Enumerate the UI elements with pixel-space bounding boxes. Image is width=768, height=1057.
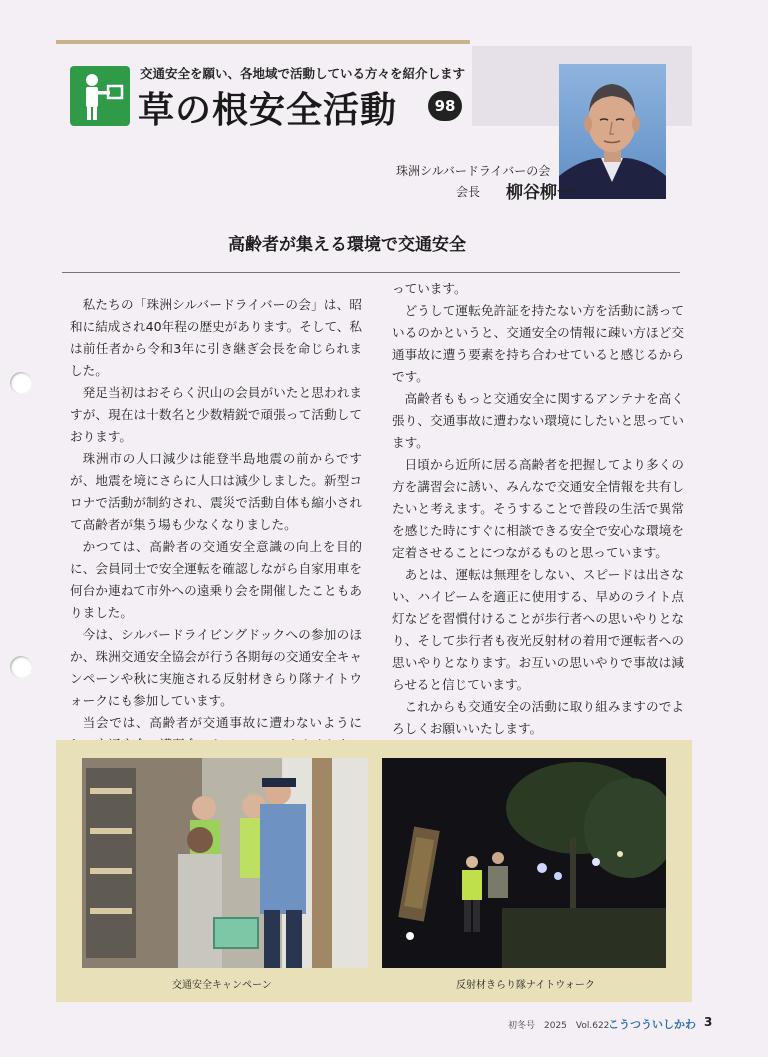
paragraph: 今は、シルバードライビングドックへの参加のほか、珠洲交通安全協会が行う各期毎の交通安全キャンペーンや秋に実施される反射材きらり隊ナイトウォークにも参加しています。 [70, 627, 362, 708]
article-column-left [70, 294, 362, 778]
magazine-logo-text: こうつういしかわ [608, 1018, 696, 1031]
page-number: 3 [704, 1015, 713, 1029]
paragraph: 発足当初はおそらく沢山の会員がいたと思われますが、現在は十数名と少数精鋭で頑張って活動しております。 [70, 385, 362, 444]
footer-issue-info: 初冬号 2025 Vol.622 [508, 1021, 610, 1031]
paragraph: かつては、高齢者の交通安全意識の向上を目的に、会員同士で安全運転を確認しながら自家用車を何台か連ねて市外への遠乗り会を開催したこともありました。 [70, 539, 362, 620]
author-organization: 珠洲シルバードライバーの会 [396, 164, 551, 178]
author-name: 柳谷柳一 [506, 183, 574, 203]
paragraph-continuation: っています。 [392, 281, 467, 296]
paragraph: 私たちの「珠洲シルバードライバーの会」は、昭和に結成され40年程の歴史があります。そして、私は前任者から令和3年に引き継ぎ会長を命じられました。 [70, 297, 362, 378]
paragraph: 珠洲市の人口減少は能登半島地震の前からですが、地震を境にさらに人口は減少しました。新型コロナで活動が制約され、震災で活動自体も縮小されて高齢者が集う場も少なくなりました。 [70, 451, 362, 532]
punch-hole [10, 656, 32, 678]
page-title: 草の根安全活動 [138, 90, 398, 131]
paragraph: これからも交通安全の活動に取り組みますのでよろしくお願いいたします。 [392, 699, 684, 736]
series-number-badge: 98 [428, 91, 462, 121]
paragraph: 日頃から近所に居る高齢者を把握してより多くの方を講習会に誘い、みんなで交通安全情報を共有したいと考えます。そうすることで普段の生活で異常を感じた時にすぐに相談できる安全で安心な環境を定着させることにつながるものと思っています。 [392, 457, 684, 560]
paragraph: 高齢者ももっと交通安全に関するアンテナを高く張り、交通事故に遭わない環境にしたいと思っています。 [392, 391, 684, 450]
article-column-right [392, 278, 684, 740]
punch-hole [10, 372, 32, 394]
campaign-photo [82, 758, 368, 968]
article-headline: 高齢者が集える環境で交通安全 [228, 235, 466, 255]
headline-divider [62, 272, 680, 273]
crossing-guard-icon [70, 66, 130, 126]
header-subtitle: 交通安全を願い、各地域で活動している方々を紹介します [140, 66, 466, 81]
header-top-rule [56, 40, 470, 44]
photo-caption-left: 交通安全キャンペーン [172, 980, 272, 991]
paragraph: どうして運転免許証を持たない方を活動に誘っているのかというと、交通安全の情報に疎い方ほど交通事故に遭う要素を持ち合わせていると感じるからです。 [392, 303, 684, 384]
paragraph: 当会では、高齢者が交通事故に遭わないように [82, 715, 362, 730]
author-role: 会長 [456, 185, 481, 199]
paragraph: あとは、運転は無理をしない、スピードは出さない、ハイビームを適正に使用する、早めのライト点灯などを習慣付けることが歩行者への思いやりとなり、そして歩行者も夜光反射材の着用で運転者への思いやりとなります。お互いの思いやりで事故は減らせると信じています。 [392, 567, 684, 692]
photo-caption-right: 反射材きらり隊ナイトウォーク [456, 980, 595, 991]
night-walk-photo [382, 758, 666, 968]
author-portrait [559, 64, 666, 199]
